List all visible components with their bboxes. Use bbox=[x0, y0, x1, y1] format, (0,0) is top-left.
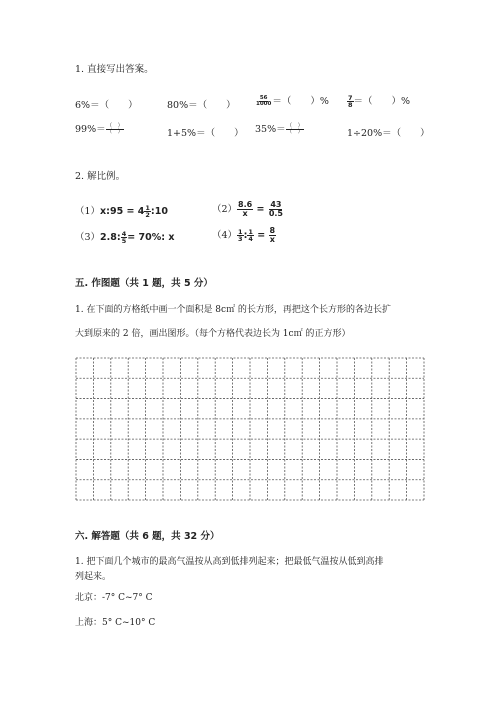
section5-q1-line1: 1. 在下面的方格纸中画一个面积是 8c㎡ 的长方形，再把这个长方形的各边长扩 bbox=[75, 305, 391, 315]
section1-heading: 1. 直接写出答案。 bbox=[75, 64, 154, 75]
proportion-2: （2） $\frac{8.6}{x}$ = $\frac{43}{0.5}$ bbox=[212, 200, 283, 218]
proportion-4: （4） $\frac{1}{3}$ : $\frac{1}{4}$ = $\frac{8}{x}$ bbox=[212, 226, 276, 244]
section5-q1-line2: 大到原来的 2 倍，画出图形。（每个方格代表边长为 1c㎡ 的正方形） bbox=[75, 329, 351, 339]
proportion-1: （1）x:95 = 4 $\frac{1}{2}$ :10 bbox=[75, 203, 168, 219]
q1-item-7: 35%＝ $\frac{( )}{( )}$ bbox=[255, 122, 304, 135]
section5-title: 五. 作图题（共 1 题，共 5 分） bbox=[75, 278, 213, 289]
section6-title: 六. 解答题（共 6 题，共 32 分） bbox=[75, 531, 220, 542]
q1-item-4: $\frac{7}{8}$ ＝（ ）% bbox=[348, 93, 411, 109]
section6-q1-line2: 列起来。 bbox=[75, 572, 112, 582]
q1-item-5: 99%＝ $\frac{( )}{( )}$ bbox=[75, 122, 124, 135]
city-beijing: 北京：-7° C~7° C bbox=[75, 593, 153, 603]
q1-item-6: 1+5%＝（ ） bbox=[167, 128, 244, 139]
proportion-3: （3）2.8: $\frac{4}{5}$ = 70%: x bbox=[75, 229, 175, 245]
q1-item-3: $\frac{56}{1000}$ ＝（ ）% bbox=[256, 94, 329, 107]
square-grid[interactable] bbox=[75, 357, 425, 501]
q1-item-2: 80%＝（ ） bbox=[167, 100, 236, 111]
section6-q1-line1: 1. 把下面几个城市的最高气温按从高到低排列起来；把最低气温按从低到高排 bbox=[75, 557, 384, 567]
q1-item-1: 6%＝（ ） bbox=[75, 100, 138, 111]
section2-heading: 2. 解比例。 bbox=[75, 171, 126, 182]
q1-item-8: 1÷20%＝（ ） bbox=[347, 128, 430, 139]
city-shanghai: 上海：5° C~10° C bbox=[75, 618, 156, 628]
